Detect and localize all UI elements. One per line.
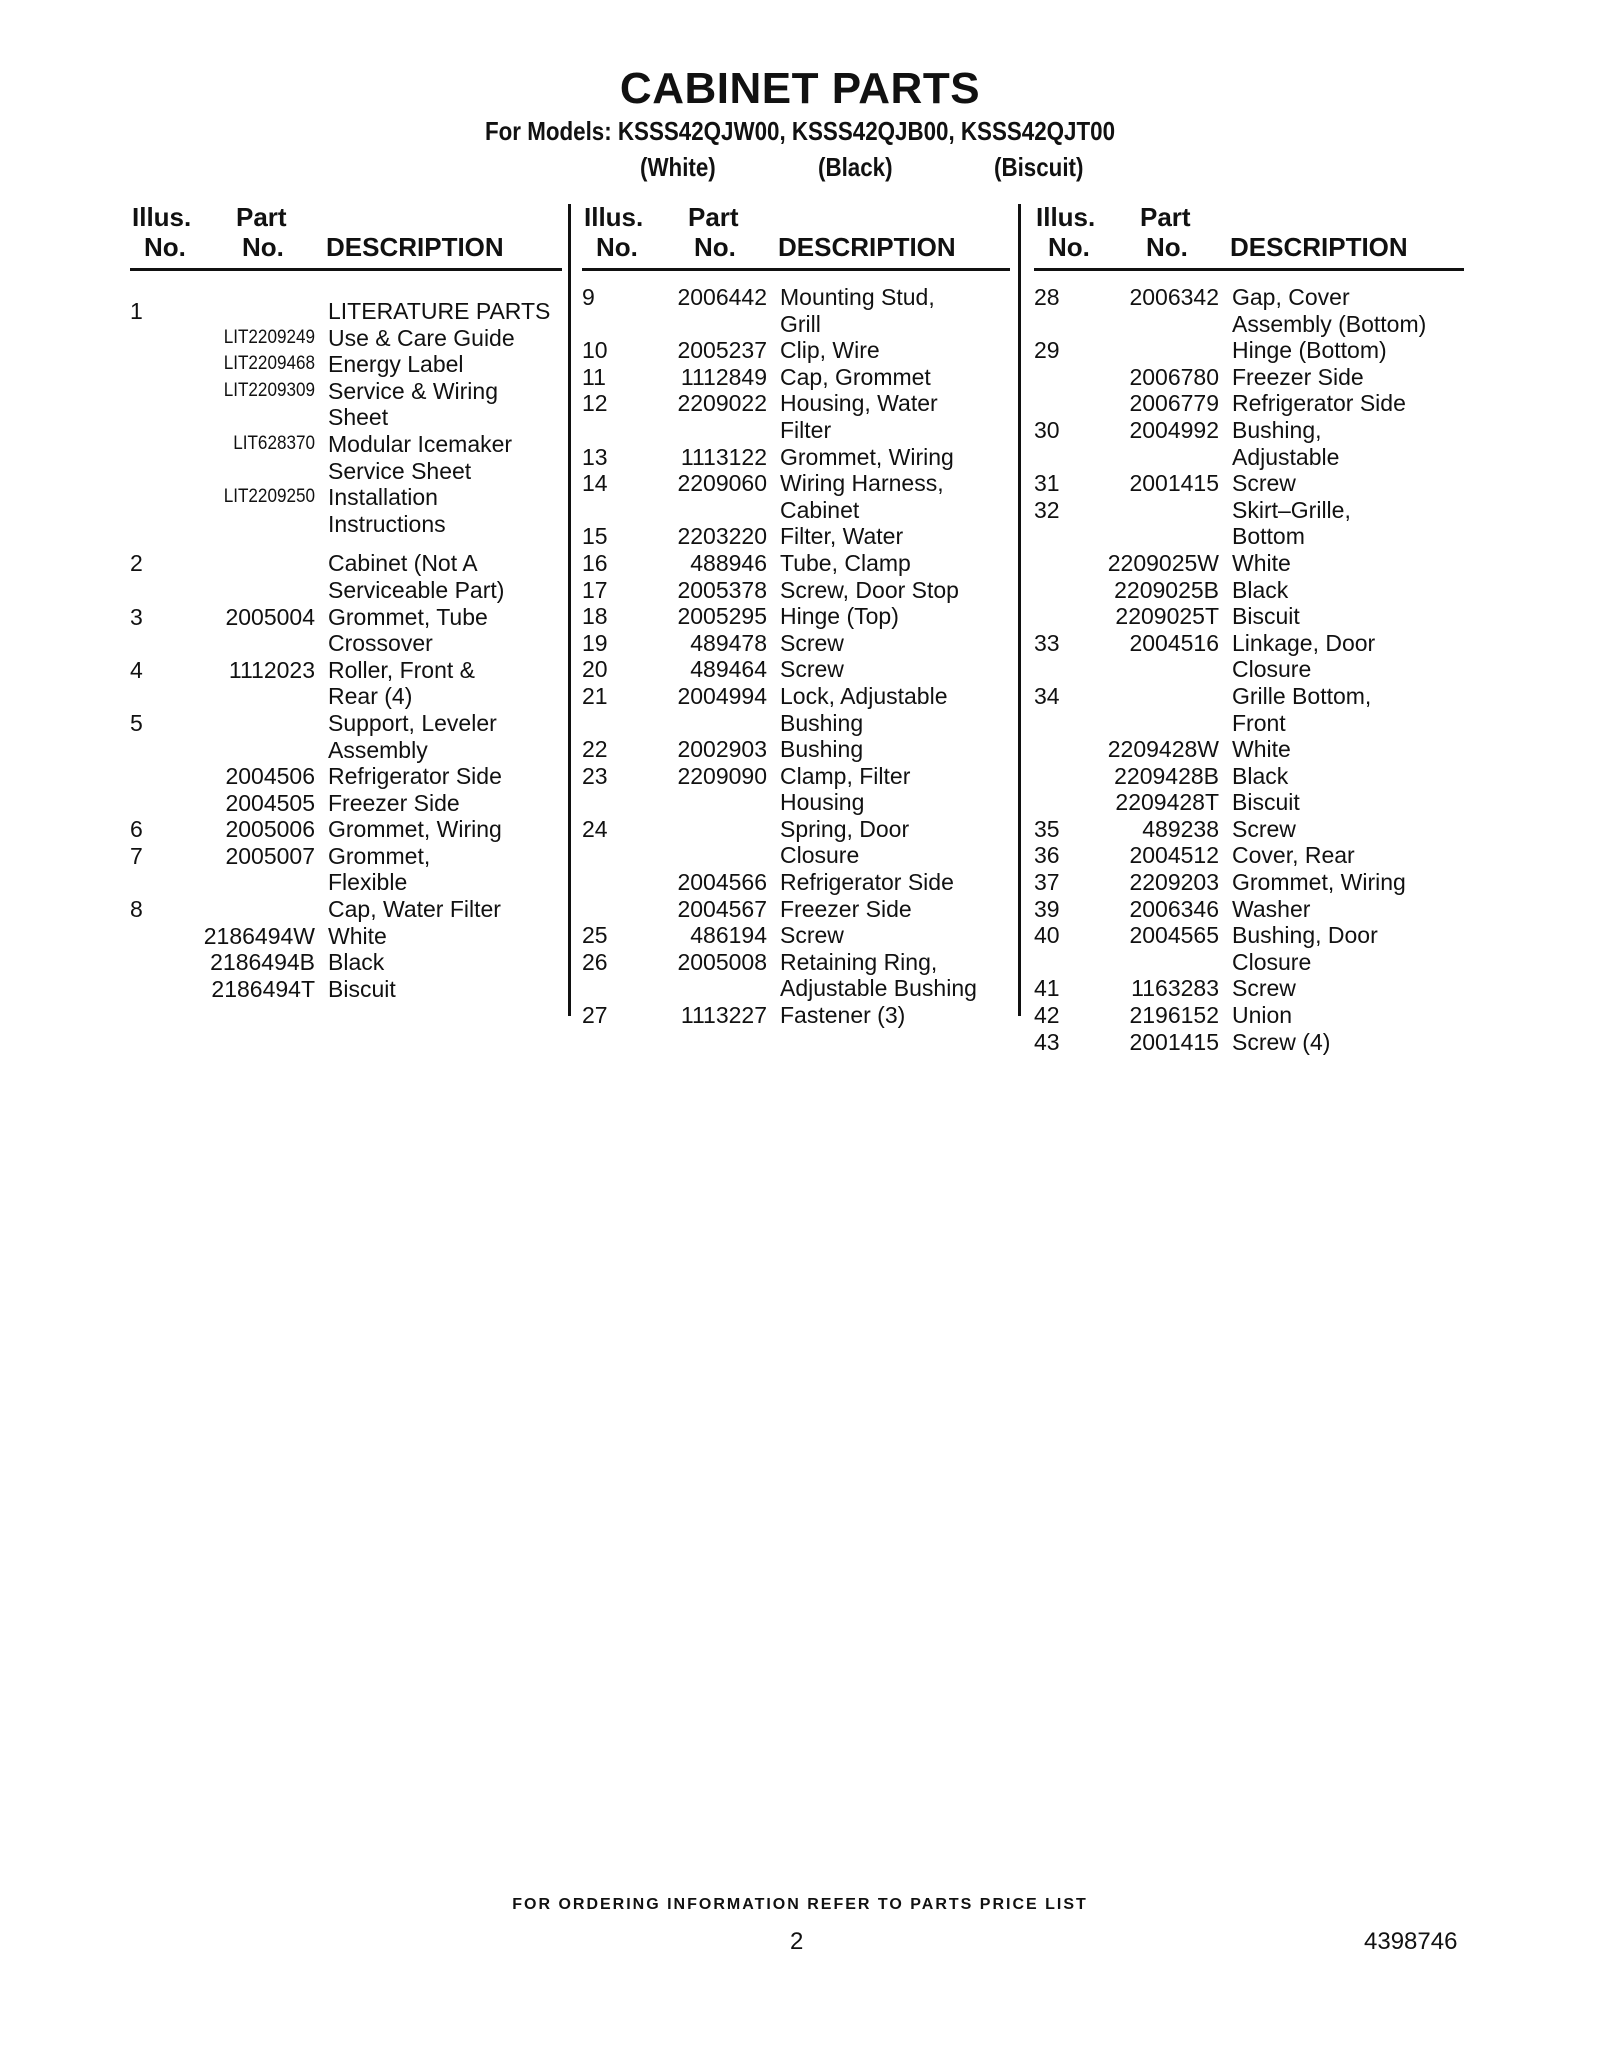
part-description: Black (1232, 576, 1289, 603)
part-number: 2004992 (1129, 416, 1219, 443)
table-row (130, 816, 550, 843)
illus-number: 3 (130, 603, 143, 630)
table-row (582, 922, 977, 949)
table-row (130, 657, 550, 710)
model-colors (640, 152, 1120, 186)
table-row (582, 550, 977, 577)
table-row (582, 1002, 977, 1029)
part-description: Hinge (Bottom) (1232, 337, 1387, 364)
part-number: 1112849 (680, 363, 767, 390)
part-description: Grommet, Wiring (1232, 869, 1406, 896)
table-row (1034, 470, 1426, 497)
part-header-line1: Part (1140, 202, 1191, 232)
table-row (130, 298, 550, 325)
illus-header-line2: No. (596, 232, 638, 262)
table-row (582, 444, 977, 471)
ordering-note: FOR ORDERING INFORMATION REFER TO PARTS PRICE LIST (512, 1896, 1088, 1913)
part-description: Support, Leveler Assembly (328, 709, 497, 763)
part-number: 2209203 (1129, 869, 1219, 896)
illus-number: 42 (1034, 1002, 1060, 1029)
table-row (582, 630, 977, 657)
part-description: Service & Wiring Sheet (328, 377, 498, 431)
part-number: 1163283 (1131, 975, 1219, 1002)
table-row (582, 390, 977, 443)
part-description: Black (1232, 762, 1289, 789)
part-number: 2002903 (677, 736, 767, 763)
table-row (130, 710, 550, 763)
part-number: 2004567 (677, 895, 767, 922)
illus-number: 39 (1034, 895, 1060, 922)
part-description: Bushing (780, 736, 864, 763)
part-header-line2: No. (694, 232, 736, 262)
part-description: Lock, Adjustable Bushing (780, 682, 948, 736)
table-row (130, 763, 550, 790)
illus-number: 8 (130, 896, 143, 923)
table-row (582, 284, 977, 337)
part-number: 2209060 (677, 470, 767, 497)
illus-number: 43 (1034, 1028, 1060, 1055)
part-number: 2209025T (1115, 603, 1219, 630)
table-row (582, 577, 977, 604)
part-number: 2209428T (1115, 789, 1219, 816)
part-description: Clamp, Filter Housing (780, 762, 911, 816)
illus-number: 25 (582, 922, 608, 949)
illus-number: 1 (130, 298, 143, 324)
part-description: Screw (1232, 470, 1296, 497)
part-number: LIT2209249 (223, 326, 315, 348)
illus-number: 41 (1034, 975, 1060, 1002)
part-description: Refrigerator Side (780, 869, 954, 896)
part-description: White (1232, 736, 1291, 763)
part-description: Skirt–Grille, Bottom (1232, 496, 1351, 550)
part-description: Energy Label (328, 351, 464, 378)
table-row (1034, 364, 1426, 391)
part-number: 489478 (690, 629, 767, 656)
parts-list (130, 298, 550, 1002)
table-row (1034, 975, 1426, 1002)
part-description: Union (1232, 1002, 1293, 1029)
illus-number: 17 (582, 576, 608, 603)
table-row (1034, 577, 1426, 604)
table-row (1034, 603, 1426, 630)
part-description: Clip, Wire (780, 337, 880, 364)
part-description: Freezer Side (328, 789, 460, 816)
part-description: Screw (1232, 975, 1296, 1002)
table-row (582, 523, 977, 550)
illus-number: 37 (1034, 869, 1060, 896)
part-description: Tube, Clamp (780, 549, 911, 576)
part-number: 2186494B (210, 949, 315, 976)
table-row (1034, 763, 1426, 790)
page-title: CABINET PARTS (619, 64, 981, 113)
table-row (130, 976, 550, 1003)
table-row (1034, 842, 1426, 869)
illus-number: 11 (582, 363, 606, 390)
table-row (1034, 1029, 1426, 1056)
part-description: Washer (1232, 895, 1311, 922)
part-description: LITERATURE PARTS (328, 298, 551, 324)
document-number: 4398746 (1364, 1928, 1458, 1955)
illus-number: 30 (1034, 416, 1060, 443)
part-description: Retaining Ring, Adjustable Bushing (780, 948, 977, 1002)
part-description: Black (328, 949, 385, 976)
illus-number: 34 (1034, 682, 1060, 709)
description-header: DESCRIPTION (326, 232, 504, 262)
part-description: Installation Instructions (328, 484, 446, 537)
illus-number: 9 (582, 284, 595, 310)
column-header (582, 200, 1010, 271)
part-number: 2004505 (225, 789, 315, 816)
illus-number: 32 (1034, 496, 1060, 523)
part-number: 2004516 (1129, 629, 1219, 656)
illus-number: 10 (582, 337, 608, 364)
color-white-label: (White) (640, 152, 716, 182)
part-number: 2001415 (1129, 1028, 1219, 1055)
table-row (582, 896, 977, 923)
part-number: 1112023 (228, 656, 315, 683)
part-description: Grommet, Tube Crossover (328, 603, 488, 657)
illus-number: 4 (130, 656, 143, 683)
part-description: Cap, Water Filter (328, 896, 501, 923)
illus-number: 7 (130, 842, 143, 869)
table-row (582, 337, 977, 364)
illus-number: 5 (130, 709, 143, 736)
part-description: Grommet, Flexible (328, 842, 431, 896)
part-description: Screw, Door Stop (780, 576, 959, 603)
part-number: 2004566 (677, 869, 767, 896)
color-biscuit-label: (Biscuit) (994, 152, 1084, 182)
illus-number: 12 (582, 390, 608, 417)
part-number: 2209025W (1107, 549, 1219, 576)
table-row (130, 431, 550, 484)
table-row (582, 816, 977, 869)
part-number: 2186494T (211, 975, 315, 1002)
parts-list (582, 284, 977, 1029)
part-number: 2001415 (1129, 470, 1219, 497)
table-row (130, 351, 550, 378)
part-number: 2005008 (677, 948, 767, 975)
illus-number: 36 (1034, 842, 1060, 869)
part-number: 2004994 (677, 682, 767, 709)
part-number: 2203220 (677, 523, 767, 550)
table-row (1034, 630, 1426, 683)
part-number: 2006779 (1129, 390, 1219, 417)
table-row (1034, 869, 1426, 896)
table-row (1034, 922, 1426, 975)
part-description: Biscuit (1232, 789, 1300, 816)
description-header: DESCRIPTION (1230, 232, 1408, 262)
table-row (1034, 284, 1426, 337)
part-description: Grommet, Wiring (780, 443, 954, 470)
table-row (130, 484, 550, 537)
part-description: Grille Bottom, Front (1232, 682, 1372, 736)
part-number: 2006342 (1129, 284, 1219, 310)
table-row (582, 949, 977, 1002)
part-description: Screw (780, 656, 844, 683)
part-number: 2005004 (225, 603, 315, 630)
part-number: 2005295 (677, 603, 767, 630)
part-description: Biscuit (1232, 603, 1300, 630)
part-number: 2209428B (1114, 762, 1219, 789)
table-row (582, 736, 977, 763)
part-number: 489464 (690, 656, 767, 683)
part-number: 2004512 (1129, 842, 1219, 869)
table-row (1034, 1002, 1426, 1029)
illus-header-line1: Illus. (132, 202, 192, 232)
part-description: Freezer Side (1232, 363, 1364, 390)
column-divider (1018, 204, 1021, 1016)
illus-number: 18 (582, 603, 608, 630)
part-description: Refrigerator Side (1232, 390, 1406, 417)
part-description: Filter, Water (780, 523, 904, 550)
table-row (1034, 550, 1426, 577)
part-description: Roller, Front & Rear (4) (328, 656, 475, 710)
table-row (130, 843, 550, 896)
part-description: Fastener (3) (780, 1002, 906, 1029)
illus-header-line1: Illus. (584, 202, 644, 232)
description-header: DESCRIPTION (778, 232, 956, 262)
part-description: Bushing, Door Closure (1232, 922, 1378, 975)
part-description: Cover, Rear (1232, 842, 1355, 869)
table-row (1034, 736, 1426, 763)
table-row (582, 656, 977, 683)
part-description: White (1232, 549, 1291, 576)
part-description: Cap, Grommet (780, 363, 931, 390)
illus-number: 20 (582, 656, 608, 683)
part-number: 2209022 (677, 390, 767, 417)
illus-number: 35 (1034, 815, 1060, 842)
illus-number: 40 (1034, 922, 1060, 949)
part-number: 486194 (690, 922, 767, 949)
illus-header-line2: No. (144, 232, 186, 262)
part-number: 2196152 (1129, 1002, 1219, 1029)
table-row (1034, 683, 1426, 736)
part-number: 2209025B (1114, 576, 1219, 603)
part-description: Linkage, Door Closure (1232, 629, 1376, 683)
table-row (582, 603, 977, 630)
table-row (130, 378, 550, 431)
column-divider (568, 204, 571, 1016)
table-row (130, 923, 550, 950)
part-description: Modular Icemaker Service Sheet (328, 430, 513, 484)
table-row (1034, 390, 1426, 417)
part-description: Mounting Stud, Grill (780, 284, 935, 337)
part-description: Screw (1232, 815, 1296, 842)
color-black-label: (Black) (818, 152, 893, 182)
illus-number: 27 (582, 1002, 608, 1029)
part-number: 1113122 (680, 443, 767, 470)
part-description: Grommet, Wiring (328, 816, 502, 843)
part-description: Spring, Door Closure (780, 815, 910, 869)
part-number: LIT2209468 (223, 353, 315, 375)
part-number: 2006346 (1129, 895, 1219, 922)
page-number: 2 (790, 1928, 804, 1955)
illus-number: 22 (582, 736, 608, 763)
illus-number: 29 (1034, 337, 1060, 364)
part-description: Refrigerator Side (328, 763, 502, 790)
part-number: 2005007 (225, 842, 315, 869)
parts-list (1034, 284, 1426, 1055)
illus-number: 23 (582, 762, 608, 789)
table-row (1034, 896, 1426, 923)
part-number: LIT628370 (233, 432, 315, 454)
table-row (130, 949, 550, 976)
illus-number: 28 (1034, 284, 1060, 310)
part-number: 2005378 (677, 576, 767, 603)
illus-number: 24 (582, 815, 608, 842)
part-description: Cabinet (Not A Serviceable Part) (328, 550, 505, 603)
illus-number: 2 (130, 550, 143, 577)
table-row (1034, 789, 1426, 816)
part-number: 2005006 (225, 816, 315, 843)
illus-number: 6 (130, 816, 143, 843)
part-number: 2006442 (677, 284, 767, 310)
illus-number: 31 (1034, 470, 1060, 497)
part-number: 2005237 (677, 337, 767, 364)
table-row (130, 790, 550, 817)
table-row (582, 683, 977, 736)
part-number: 2209090 (677, 762, 767, 789)
illus-number: 14 (582, 470, 608, 497)
part-number: LIT2209309 (223, 379, 315, 401)
illus-header-line1: Illus. (1036, 202, 1096, 232)
illus-number: 26 (582, 948, 608, 975)
part-description: Housing, Water Filter (780, 390, 938, 443)
illus-header-line2: No. (1048, 232, 1090, 262)
part-description: Screw (4) (1232, 1028, 1331, 1055)
table-row (582, 470, 977, 523)
part-number: 2209428W (1107, 736, 1219, 763)
part-number: 2006780 (1129, 363, 1219, 390)
part-description: Freezer Side (780, 895, 912, 922)
table-row (130, 550, 550, 603)
part-number: LIT2209250 (223, 486, 315, 508)
illus-number: 16 (582, 549, 608, 576)
part-header-line2: No. (1146, 232, 1188, 262)
part-description: Bushing, Adjustable (1232, 416, 1340, 470)
part-header-line1: Part (236, 202, 287, 232)
illus-number: 21 (582, 682, 608, 709)
illus-number: 15 (582, 523, 608, 550)
part-description: Biscuit (328, 975, 396, 1002)
part-description: Screw (780, 922, 844, 949)
models-subtitle: For Models: KSSS42QJW00, KSSS42QJB00, KSSS42QJT00 (484, 116, 1116, 146)
illus-number: 19 (582, 629, 608, 656)
column-header (130, 200, 562, 271)
illus-number: 13 (582, 443, 608, 470)
part-description: Wiring Harness, Cabinet (780, 470, 944, 523)
part-number: 488946 (690, 549, 767, 576)
table-row (130, 896, 550, 923)
table-row (582, 763, 977, 816)
part-number: 1113227 (680, 1002, 767, 1029)
part-number: 489238 (1142, 815, 1219, 842)
part-description: Screw (780, 629, 844, 656)
table-row (582, 364, 977, 391)
table-row (130, 604, 550, 657)
part-description: White (328, 922, 387, 949)
part-number: 2004506 (225, 763, 315, 790)
part-description: Hinge (Top) (780, 603, 899, 630)
part-description: Gap, Cover Assembly (Bottom) (1232, 284, 1427, 337)
part-header-line1: Part (688, 202, 739, 232)
table-row (1034, 497, 1426, 550)
illus-number: 33 (1034, 629, 1060, 656)
table-row (1034, 337, 1426, 364)
part-header-line2: No. (242, 232, 284, 262)
part-number: 2186494W (203, 922, 315, 949)
part-description: Use & Care Guide (328, 324, 515, 351)
table-row (1034, 816, 1426, 843)
part-number: 2004565 (1129, 922, 1219, 949)
table-row (582, 869, 977, 896)
table-row (1034, 417, 1426, 470)
table-row (130, 325, 550, 352)
column-header (1034, 200, 1464, 271)
